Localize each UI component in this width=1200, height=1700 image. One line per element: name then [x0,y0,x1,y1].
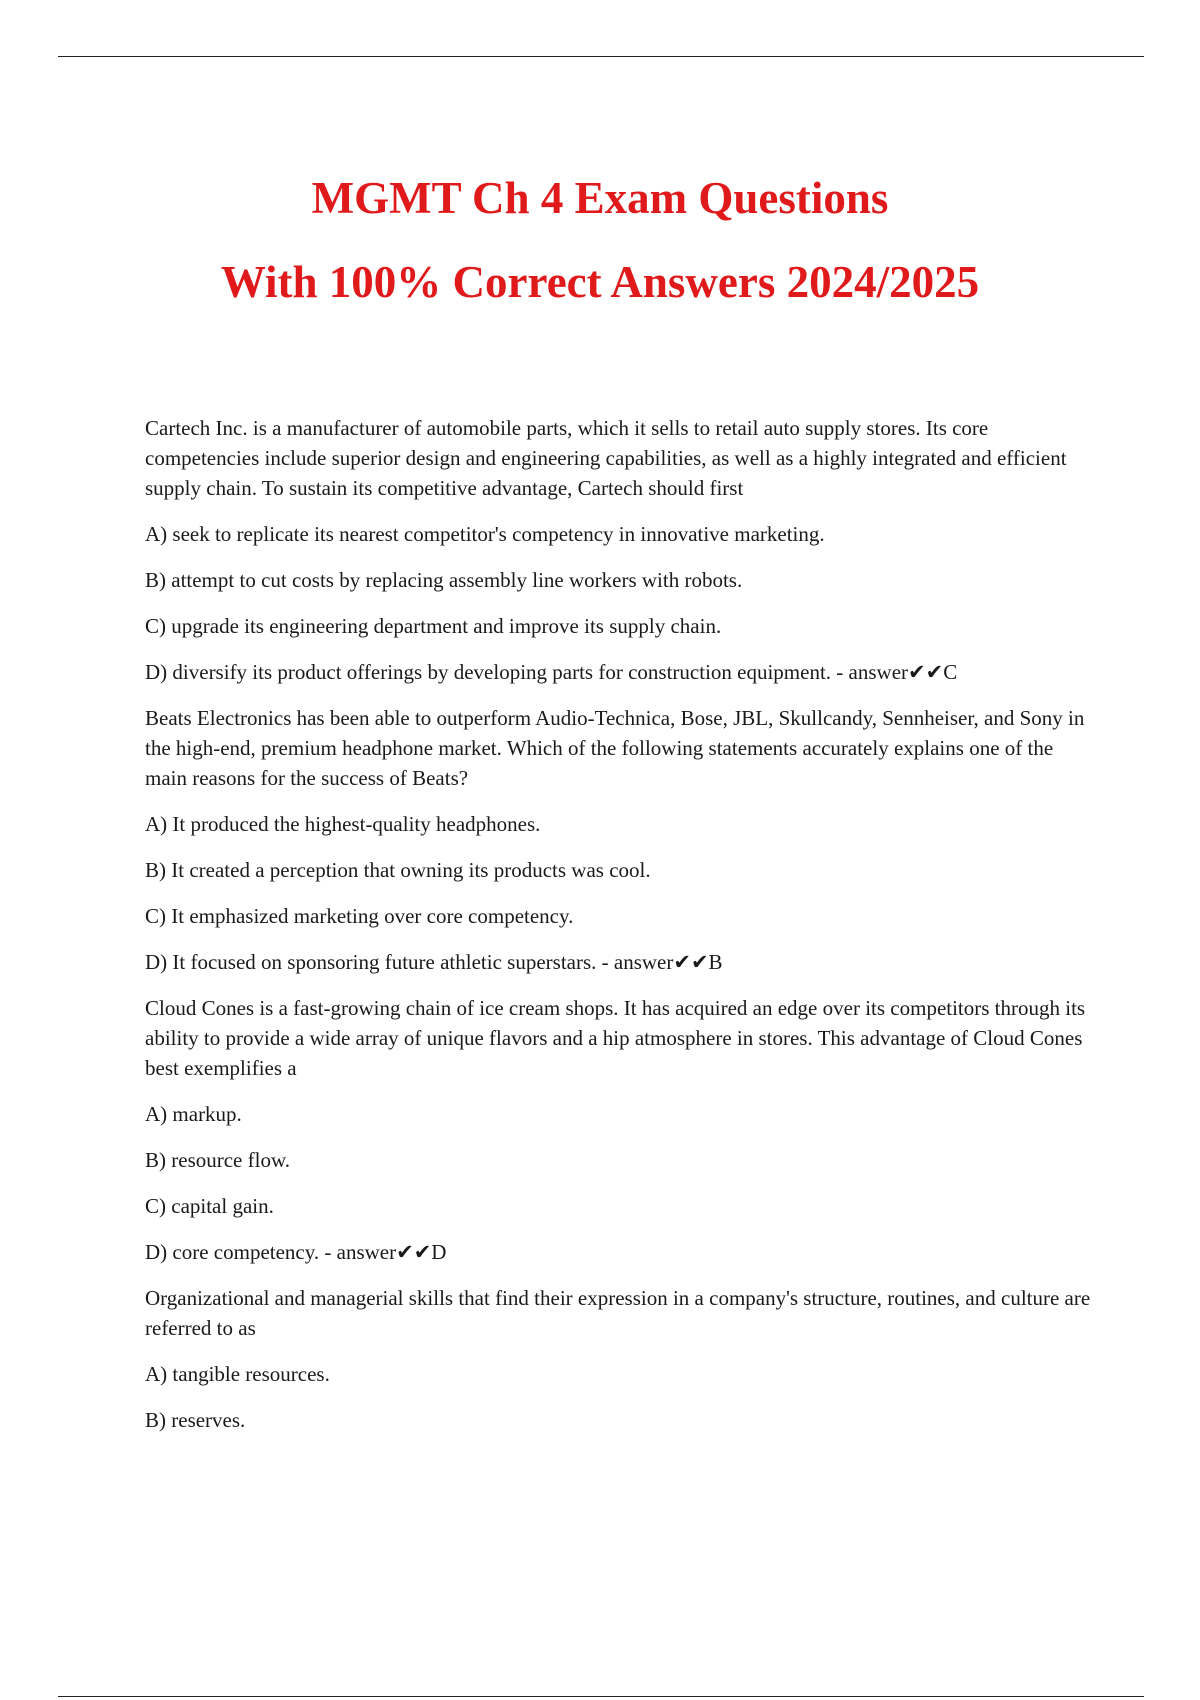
answer-option-d: D) It focused on sponsoring future athletic superstars. - answer✔✔B [145,950,723,974]
answer-option-a: A) tangible resources. [145,1362,330,1386]
question-prompt: Cloud Cones is a fast-growing chain of ice cream shops. It has acquired an edge over its competitors through its ability to provide a wide array of unique flavors and a hip atmosphere in stores. This advantage of Cloud Cones best exemplifies a [145,996,1086,1080]
answer-option-a: A) markup. [145,1102,242,1126]
question-block-2 [145,703,1095,977]
answer-option-d: D) diversify its product offerings by developing parts for construction equipment. - answer✔✔C [145,660,958,684]
answer-option-b: B) attempt to cut costs by replacing assembly line workers with robots. [145,568,743,592]
question-block-3 [145,993,1095,1267]
question-block-1 [145,413,1095,687]
answer-option-b: B) It created a perception that owning its products was cool. [145,858,651,882]
answer-option-c: C) upgrade its engineering department and improve its supply chain. [145,614,722,638]
answer-option-b: B) resource flow. [145,1148,291,1172]
question-prompt: Organizational and managerial skills that find their expression in a company's structure, routines, and culture are referred to as [145,1286,1091,1340]
bottom-rule [58,1696,1144,1697]
answer-option-a: A) seek to replicate its nearest competitor's competency in innovative marketing. [145,522,825,546]
question-block-4 [145,1283,1095,1435]
answer-option-d: D) core competency. - answer✔✔D [145,1240,447,1264]
answer-option-b: B) reserves. [145,1408,246,1432]
answer-option-c: C) capital gain. [145,1194,274,1218]
document-title-line2: With 100% Correct Answers 2024/2025 [220,257,980,307]
question-list [145,413,1095,1451]
top-rule [58,56,1144,57]
answer-option-a: A) It produced the highest-quality headphones. [145,812,541,836]
document-title-line1: MGMT Ch 4 Exam Questions [311,173,889,223]
question-prompt: Cartech Inc. is a manufacturer of automobile parts, which it sells to retail auto supply stores. Its core competencies include superior design and engineering capabilities, as well as a highly integrated and efficient supply chain. To sustain its competitive advantage, Cartech should first [145,416,1067,500]
question-prompt: Beats Electronics has been able to outperform Audio-Technica, Bose, JBL, Skullcandy, Sennheiser, and Sony in the high-end, premium headphone market. Which of the following statements accurately explains one of the main reasons for the success of Beats? [145,706,1085,790]
answer-option-c: C) It emphasized marketing over core competency. [145,904,574,928]
